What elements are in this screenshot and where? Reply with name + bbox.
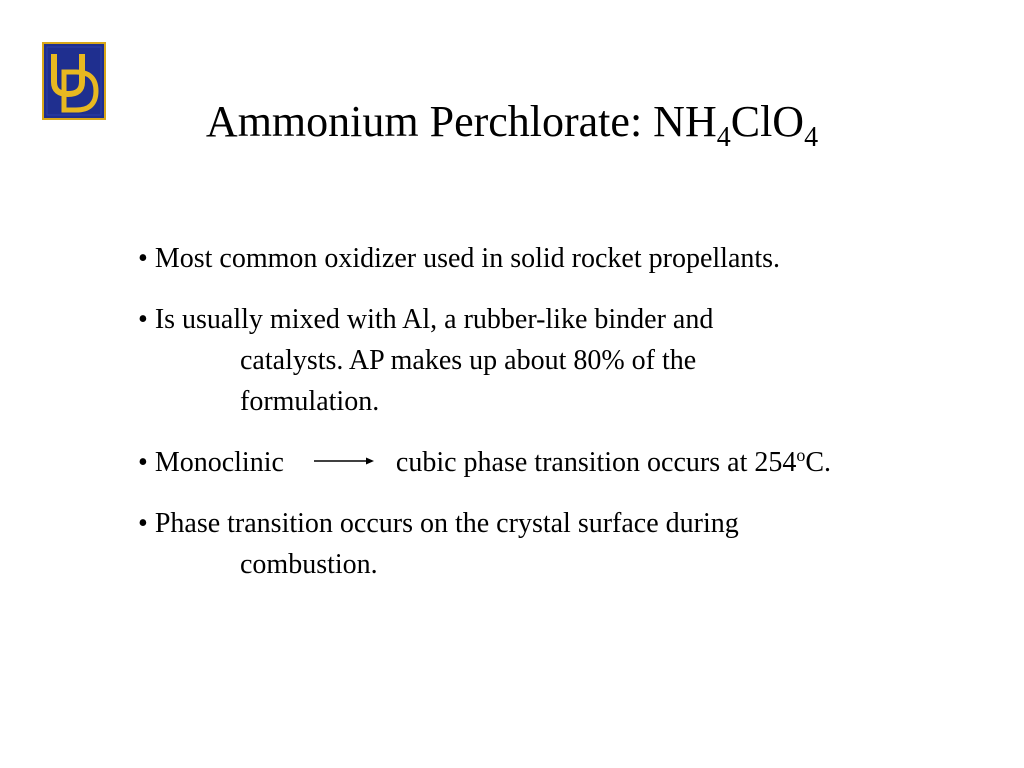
bullet-continuation-line: combustion. <box>240 549 378 580</box>
title-subscript-2: 4 <box>804 122 819 153</box>
bullet-marker: • <box>138 304 148 335</box>
right-arrow-icon <box>314 456 374 466</box>
bullet-marker: • <box>138 508 148 539</box>
slide-title <box>0 92 1024 152</box>
bullet-continuation-line: catalysts. AP makes up about 80% of the <box>240 345 697 376</box>
bullet-text: Most common oxidizer used in solid rocket propellants. <box>154 243 781 274</box>
bullet-item <box>138 238 998 279</box>
bullet-text-before-arrow: Monoclinic <box>154 447 284 478</box>
title-text-mid: ClO <box>730 97 805 146</box>
bullet-list <box>138 238 998 605</box>
bullet-line <box>138 442 998 483</box>
bullet-text: Phase transition occurs on the crystal surface during <box>154 508 739 539</box>
title-subscript-1: 4 <box>716 122 731 153</box>
bullet-marker: • <box>138 243 148 274</box>
bullet-line <box>138 238 998 279</box>
bullet-item <box>138 503 998 585</box>
bullet-item <box>138 299 998 422</box>
bullet-continuation-line: formulation. <box>240 386 380 417</box>
bullet-text-after-arrow: cubic phase transition occurs at 254 <box>395 447 797 478</box>
degree-symbol: o <box>796 445 806 465</box>
bullet-line <box>138 503 998 544</box>
bullet-line <box>138 299 998 340</box>
bullet-marker: • <box>138 447 148 478</box>
temperature-unit: C. <box>805 447 832 478</box>
bullet-item <box>138 442 998 483</box>
title-text: Ammonium Perchlorate: NH <box>205 97 717 146</box>
bullet-text: Is usually mixed with Al, a rubber-like binder and <box>154 304 714 335</box>
